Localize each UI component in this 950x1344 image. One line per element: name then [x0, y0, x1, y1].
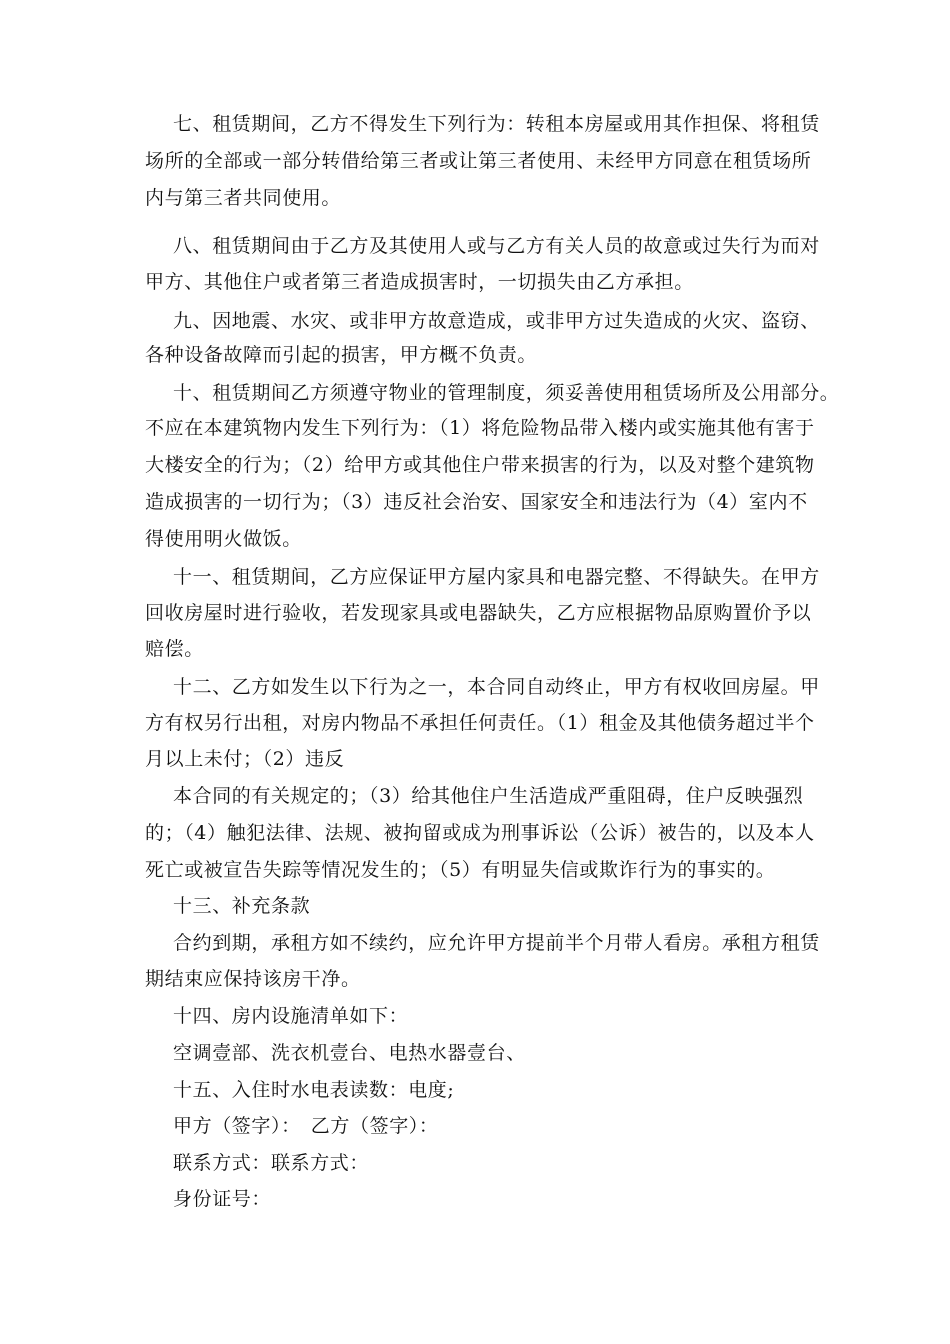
clause-12-line-6: 死亡或被宣告失踪等情况发生的；（5）有明显失信或欺诈行为的事实的。 — [145, 859, 776, 881]
clause-12-line-1: 十二、乙方如发生以下行为之一，本合同自动终止，甲方有权收回房屋。甲 — [173, 676, 820, 698]
clause-10-line-1: 十、租赁期间乙方须遵守物业的管理制度，须妥善使用租赁场所及公用部分。 — [173, 382, 840, 404]
clause-7-line-1: 七、租赁期间，乙方不得发生下列行为：转租本房屋或用其作担保、将租赁 — [173, 113, 820, 135]
clause-10-line-4: 造成损害的一切行为；（3）违反社会治安、国家安全和违法行为（4）室内不 — [145, 491, 808, 513]
clause-12-line-4: 本合同的有关规定的；（3）给其他住户生活造成严重阻碍，住户反映强烈 — [173, 785, 804, 807]
id-number-line: 身份证号： — [173, 1188, 272, 1210]
clause-13-heading: 十三、补充条款 — [173, 895, 311, 917]
signature-line: 甲方（签字）： 乙方（签字）： — [173, 1115, 439, 1137]
clause-7-line-3: 内与第三者共同使用。 — [145, 187, 342, 209]
clause-9-line-1: 九、因地震、水灾、或非甲方故意造成，或非甲方过失造成的火灾、盗窃、 — [173, 310, 820, 332]
clause-8-line-1: 八、租赁期间由于乙方及其使用人或与乙方有关人员的故意或过失行为而对 — [173, 235, 820, 257]
clause-14-heading: 十四、房内设施清单如下： — [173, 1005, 409, 1027]
clause-12-line-3: 月以上未付；（2）违反 — [145, 748, 345, 770]
clause-11-line-3: 赔偿。 — [145, 638, 204, 660]
clause-12-line-2: 方有权另行出租，对房内物品不承担任何责任。（1）租金及其他债务超过半个 — [145, 712, 815, 734]
clause-10-line-2: 不应在本建筑物内发生下列行为：（1）将危险物品带入楼内或实施其他有害于 — [145, 417, 815, 439]
clause-10-line-3: 大楼安全的行为；（2）给甲方或其他住户带来损害的行为，以及对整个建筑物 — [145, 454, 815, 476]
clause-13-line-2: 期结束应保持该房干净。 — [145, 968, 361, 990]
clause-8-line-2: 甲方、其他住户或者第三者造成损害时，一切损失由乙方承担。 — [145, 271, 694, 293]
clause-15-meter-reading: 十五、入住时水电表读数：电度; — [173, 1079, 455, 1101]
clause-12-line-5: 的；（4）触犯法律、法规、被拘留或成为刑事诉讼（公诉）被告的，以及本人 — [145, 822, 815, 844]
clause-11-line-1: 十一、租赁期间，乙方应保证甲方屋内家具和电器完整、不得缺失。在甲方 — [173, 566, 820, 588]
clause-13-line-1: 合约到期，承租方如不续约，应允许甲方提前半个月带人看房。承租方租赁 — [173, 932, 820, 954]
clause-9-line-2: 各种设备故障而引起的损害，甲方概不负责。 — [145, 344, 538, 366]
clause-10-line-5: 得使用明火做饭。 — [145, 528, 302, 550]
clause-7-line-2: 场所的全部或一部分转借给第三者或让第三者使用、未经甲方同意在租赁场所 — [145, 150, 812, 172]
facility-list: 空调壹部、洗衣机壹台、电热水器壹台、 — [173, 1042, 526, 1064]
contact-line: 联系方式：联系方式： — [173, 1152, 370, 1174]
clause-11-line-2: 回收房屋时进行验收，若发现家具或电器缺失，乙方应根据物品原购置价予以 — [145, 602, 812, 624]
